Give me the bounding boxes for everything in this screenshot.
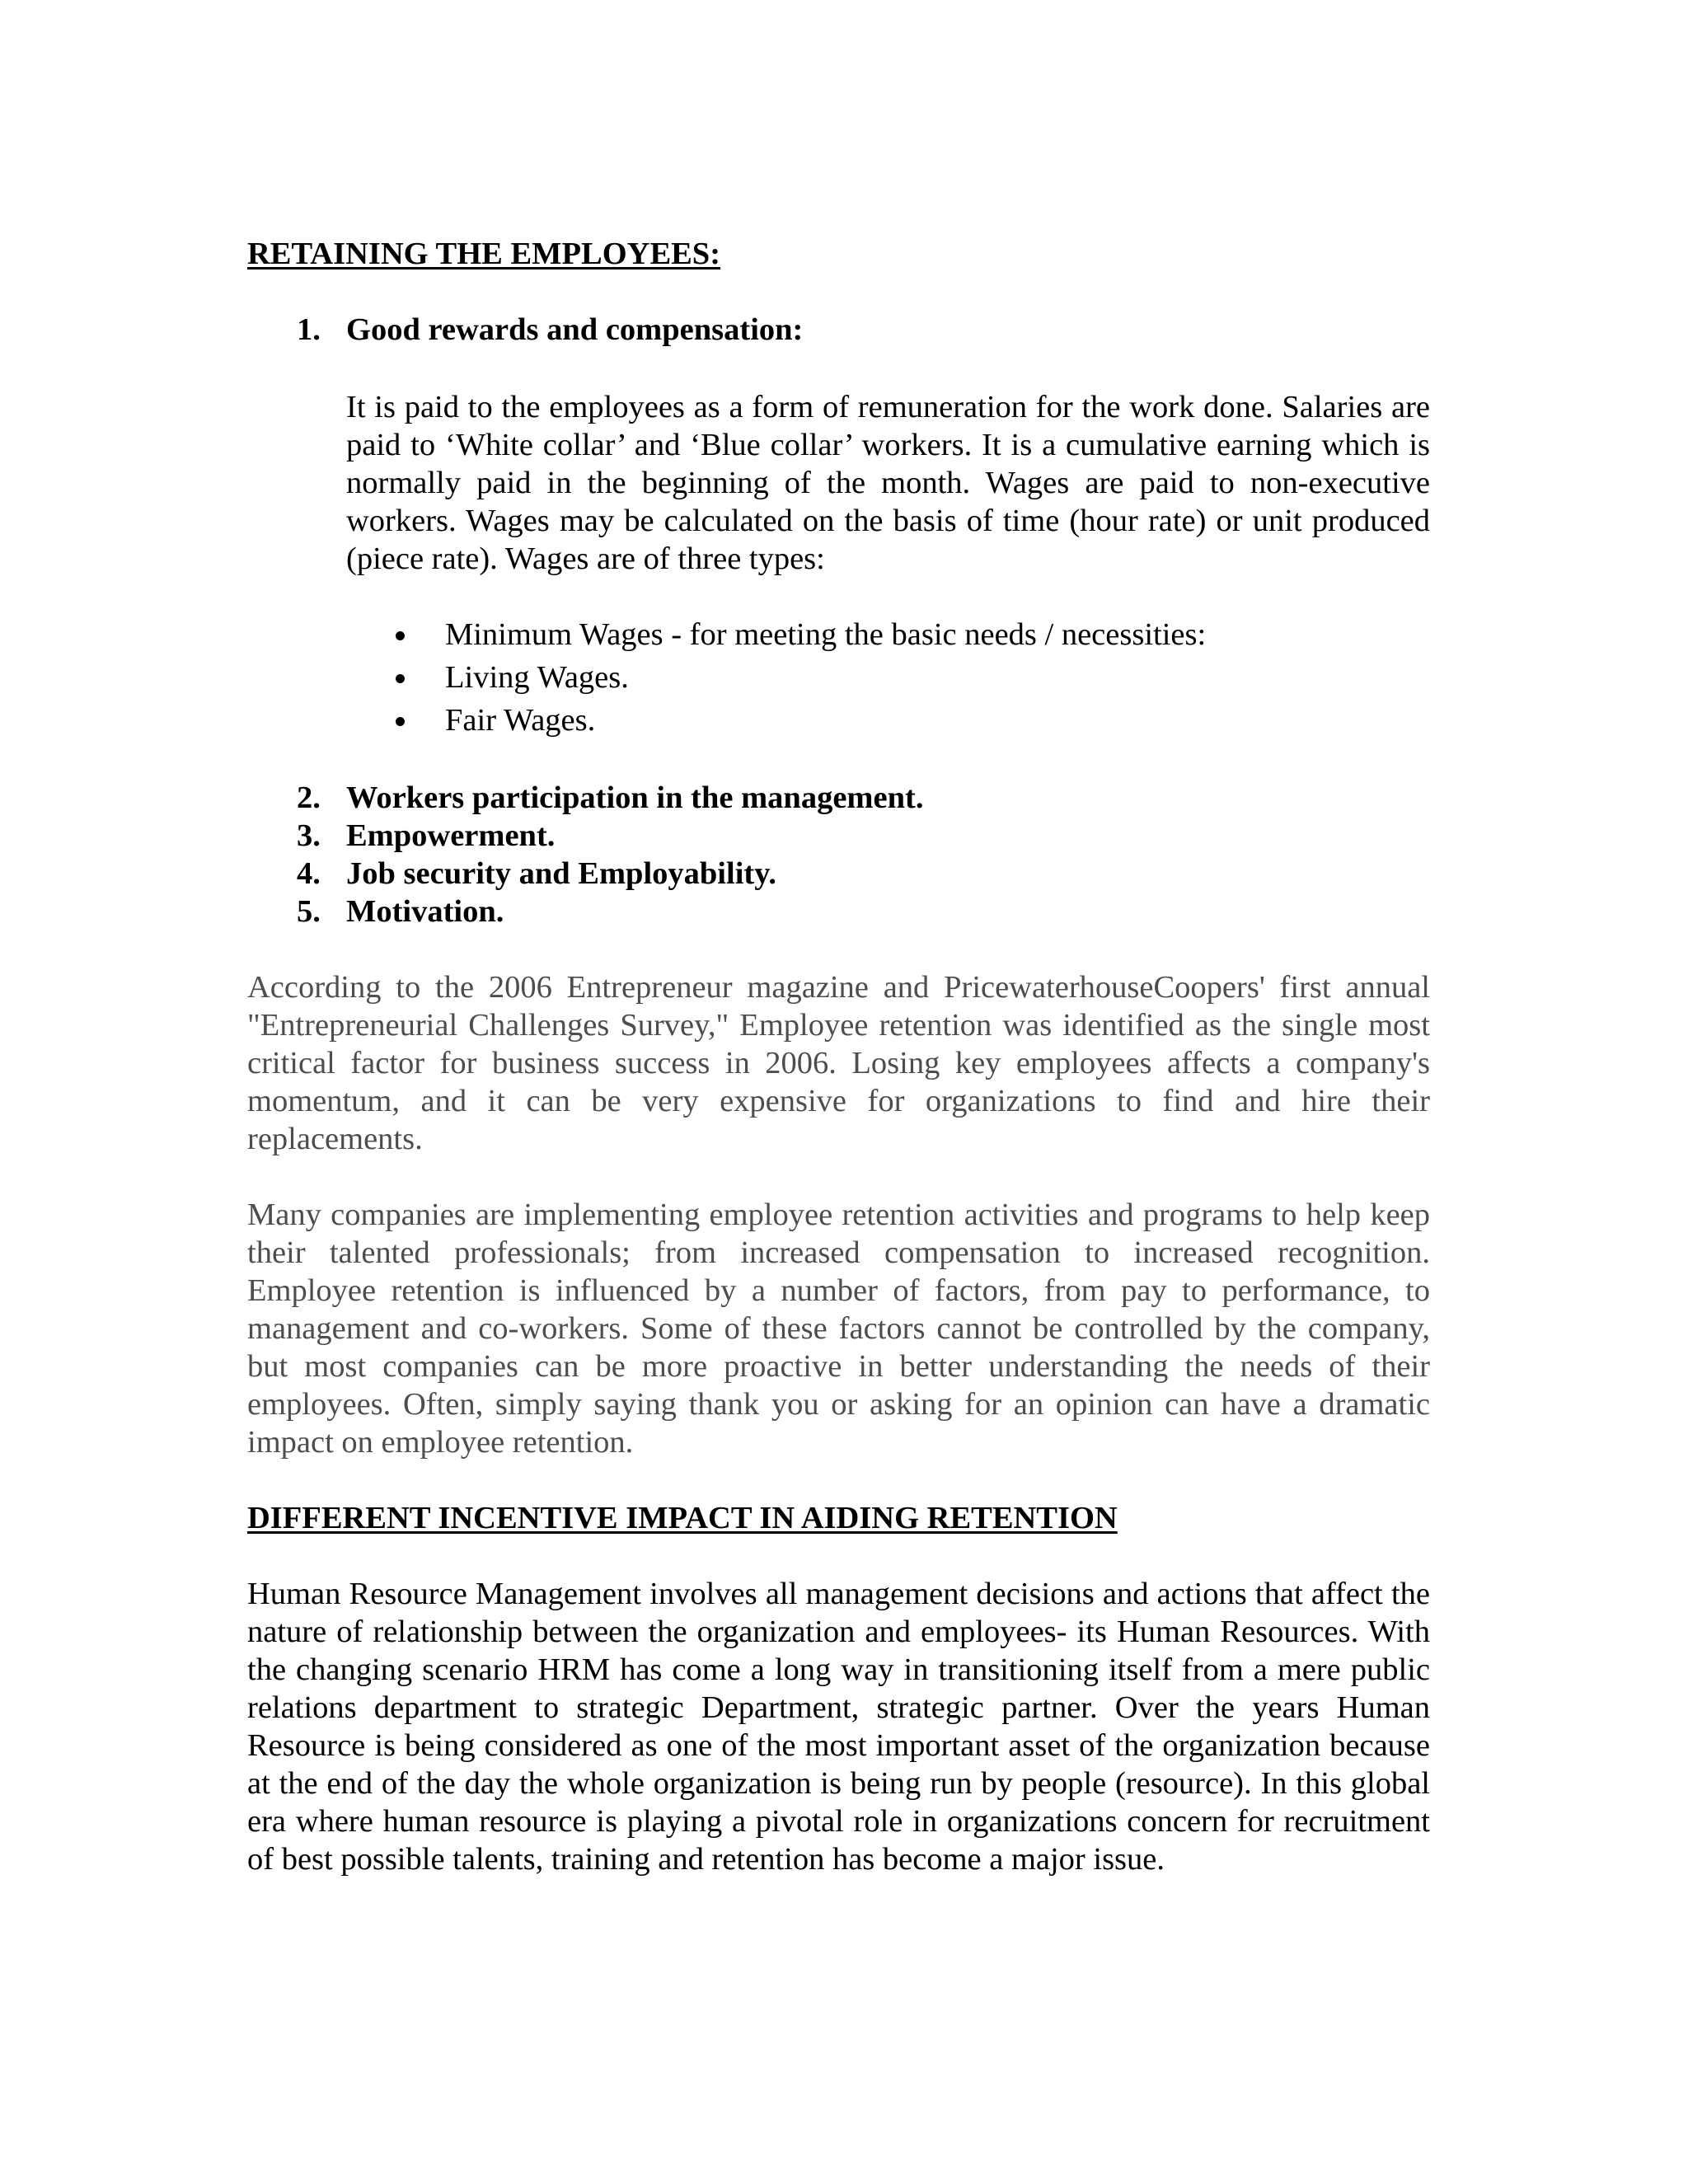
list-item-motivation (247, 893, 1430, 930)
section-heading-retaining-employees: RETAINING THE EMPLOYEES: (247, 237, 721, 271)
bullet-icon (396, 674, 405, 683)
list-number: 3. (297, 818, 321, 853)
bullet-item-fair-wages (247, 701, 1430, 744)
list-item-rewards-compensation (247, 311, 1430, 779)
list-item-job-security (247, 855, 1430, 893)
bullet-text: Fair Wages. (445, 703, 596, 738)
bullet-item-living-wages (247, 658, 1430, 701)
list-item-workers-participation (247, 779, 1430, 817)
list-number: 5. (297, 894, 321, 929)
bullet-text: Minimum Wages - for meeting the basic needs / necessities: (445, 617, 1207, 652)
list-item-title: Empowerment. (346, 818, 556, 853)
bullet-icon (396, 717, 405, 726)
list-item-title: Motivation. (346, 894, 504, 929)
list-item-title: Good rewards and compensation: (346, 312, 804, 347)
compensation-paragraph: It is paid to the employees as a form of remuneration for the work done. Salaries are paid to ‘White collar’ and ‘Blue collar’ workers. It is a cumulative earning which is normally paid in the beginning of the month. Wages are paid to non-executive workers. Wages may be calculated on the basis of time (hour rate) or unit produced (piece rate). Wages are of three types: (346, 390, 1430, 576)
section-heading-incentive-impact: DIFFERENT INCENTIVE IMPACT IN AIDING RETENTION (247, 1501, 1118, 1535)
list-item-title: Workers participation in the management. (346, 780, 924, 815)
list-number: 1. (297, 312, 321, 347)
hrm-paragraph: Human Resource Management involves all management decisions and actions that affect the nature of relationship between the organization and employees- its Human Resources. With the changing scenario HRM has come a long way in transitioning itself from a mere public relations department to strategic Department, strategic partner. Over the years Human Resource is being considered as one of the most important asset of the organization because at the end of the day the whole organization is being run by people (resource). In this global era where human resource is playing a pivotal role in organizations concern for recruitment of best possible talents, training and retention has become a major issue. (247, 1577, 1430, 1877)
bullet-icon (396, 631, 405, 640)
bullet-item-minimum-wages (247, 616, 1430, 658)
list-number: 4. (297, 856, 321, 891)
list-item-empowerment (247, 817, 1430, 855)
list-number: 2. (297, 780, 321, 815)
retention-factors-list (247, 311, 1430, 930)
page-content (247, 235, 1430, 1878)
wage-types-list (247, 616, 1430, 744)
retention-programs-paragraph: Many companies are implementing employee retention activities and programs to help keep their talented professionals; from increased compensation to increased recognition. Employee retention is influenced by a number of factors, from pay to performance, to management and co-workers. Some of these factors cannot be controlled by the company, but most companies can be more proactive in better understanding the needs of their employees. Often, simply saying thank you or asking for an opinion can have a dramatic impact on employee retention. (247, 1197, 1430, 1460)
survey-paragraph: According to the 2006 Entrepreneur magazine and PricewaterhouseCoopers' first annual "Entrepreneurial Challenges Survey," Employee retention was identified as the single most critical factor for business success in 2006. Losing key employees affects a company's momentum, and it can be very expensive for organizations to find and hire their replacements. (247, 970, 1430, 1156)
list-item-title: Job security and Employability. (346, 856, 776, 891)
bullet-text: Living Wages. (445, 660, 629, 695)
